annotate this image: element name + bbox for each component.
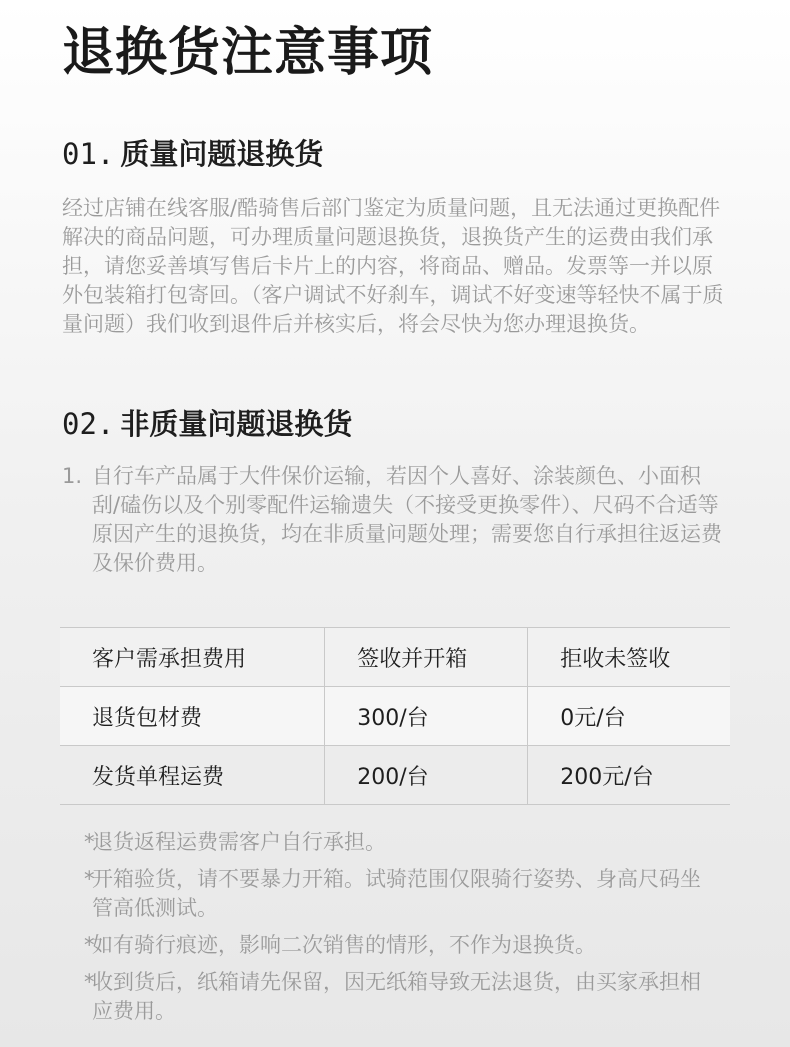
table-cell: 200/台 <box>325 746 528 805</box>
asterisk: * <box>84 970 95 994</box>
section-heading-text: 非质量问题退换货 <box>120 407 353 441</box>
section-heading-non-quality <box>62 404 352 444</box>
table-header-row <box>60 628 730 687</box>
note-text: 收到货后，纸箱请先保留，因无纸箱导致无法退货，由买家承担相应费用。 <box>92 970 701 1023</box>
table-cell: 退货包材费 <box>60 687 325 746</box>
table-cell: 200元/台 <box>528 746 730 805</box>
note-item <box>84 931 720 960</box>
non-quality-list <box>62 462 728 578</box>
section-number: 02. <box>62 407 115 441</box>
asterisk: * <box>84 867 95 891</box>
table-row <box>60 687 730 746</box>
asterisk: * <box>84 830 95 854</box>
table-cell: 发货单程运费 <box>60 746 325 805</box>
asterisk: * <box>84 933 95 957</box>
note-text: 如有骑行痕迹，影响二次销售的情形，不作为退换货。 <box>92 933 596 957</box>
table-header-cell: 客户需承担费用 <box>60 628 325 687</box>
section-heading-text: 质量问题退换货 <box>120 137 324 171</box>
page-title: 退换货注意事项 <box>62 23 434 83</box>
note-text: 开箱验货，请不要暴力开箱。试骑范围仅限骑行姿势、身高尺码坐管高低测试。 <box>92 867 701 920</box>
note-item <box>84 865 720 923</box>
section-number: 01. <box>62 137 115 171</box>
note-text: 退货返程运费需客户自行承担。 <box>92 830 386 854</box>
table-header-cell: 拒收未签收 <box>528 628 730 687</box>
table-header-cell: 签收并开箱 <box>325 628 528 687</box>
table-cell: 0元/台 <box>528 687 730 746</box>
section-heading-quality <box>62 134 323 174</box>
list-item <box>62 462 728 578</box>
quality-return-paragraph: 经过店铺在线客服/酷骑售后部门鉴定为质量问题，且无法通过更换配件解决的商品问题，可办理质量问题退换货，退换货产生的运费由我们承担，请您妥善填写售后卡片上的内容，将商品、赠品。发票等一并以原外包装箱打包寄回。（客户调试不好刹车，调试不好变速等轻快不属于质量问题）我们收到退件后并核实后，将会尽快为您办理退换货。 <box>62 196 724 336</box>
table-cell: 300/台 <box>325 687 528 746</box>
list-item-index: 1. <box>62 464 83 488</box>
table-row <box>60 746 730 805</box>
note-item <box>84 828 720 857</box>
notes-list <box>84 828 720 1034</box>
note-item <box>84 968 720 1026</box>
list-item-text: 自行车产品属于大件保价运输，若因个人喜好、涂装颜色、小面积刮/磕伤以及个别零配件运输遗失（不接受更换零件）、尺码不合适等原因产生的退换货，均在非质量问题处理；需要您自行承担往返运费及保价费用。 <box>92 464 722 575</box>
fee-table <box>60 627 730 805</box>
